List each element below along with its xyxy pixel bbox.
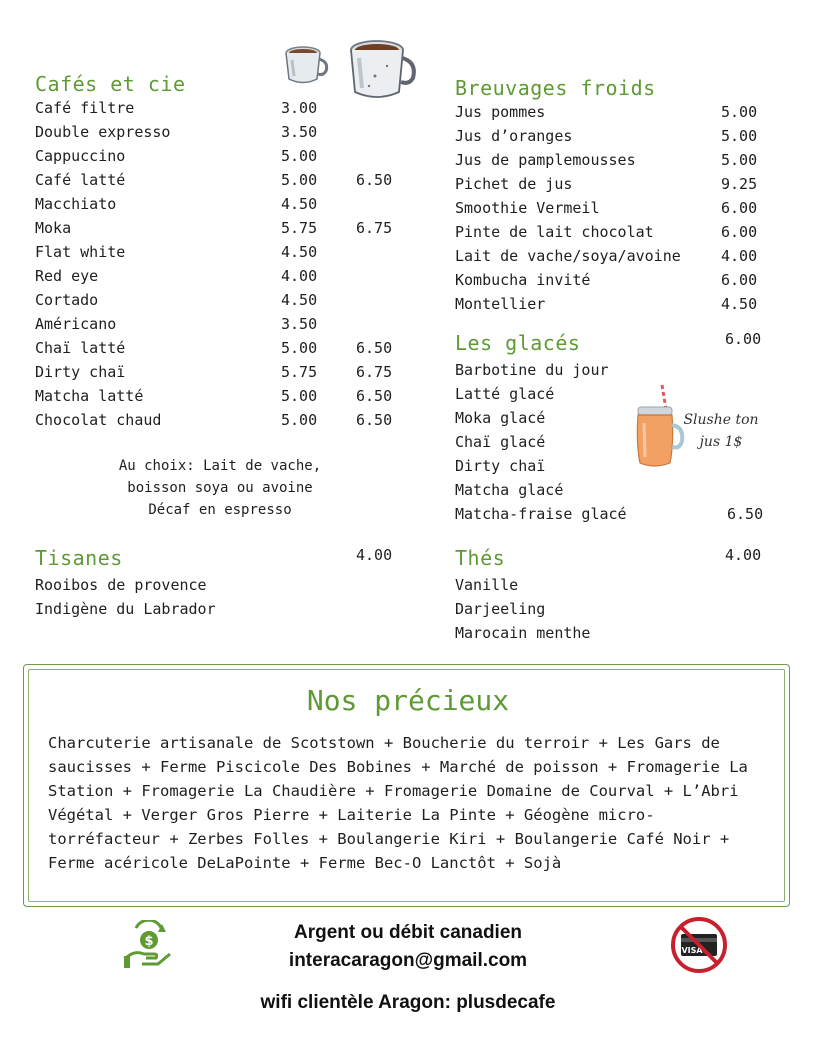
froid-item-name: Montellier	[455, 295, 546, 313]
cafe-item-price: 5.75	[281, 219, 318, 237]
cafe-item-price: 5.75	[281, 363, 318, 381]
froid-item-name: Kombucha invité	[455, 271, 591, 289]
froid-item-price: 5.00	[721, 103, 758, 121]
froid-item-name: Jus de pamplemousses	[455, 151, 636, 169]
cafe-item-price-large: 6.75	[356, 219, 393, 237]
cafes-note-line: Au choix: Lait de vache,	[118, 458, 322, 474]
cafe-item-name: Red eye	[35, 267, 99, 285]
cafe-item-name: Cortado	[35, 291, 99, 309]
the-item: Darjeeling	[455, 600, 546, 618]
cafe-item-price: 3.00	[281, 99, 318, 117]
cafe-item-name: Moka	[35, 219, 72, 237]
froid-item-price: 6.00	[721, 223, 758, 241]
cafe-item-name: Café filtre	[35, 99, 135, 117]
precieux-title: Nos précieux	[306, 684, 510, 717]
froid-item-price: 4.50	[721, 295, 758, 313]
cafe-item-name: Chaï latté	[35, 339, 126, 357]
cafe-item-price: 3.50	[281, 123, 318, 141]
wifi-text: wifi clientèle Aragon: plusdecafe	[260, 992, 556, 1013]
cafes-note	[110, 455, 330, 521]
froid-item-name: Pichet de jus	[455, 175, 573, 193]
cafes-title: Cafés et cie	[35, 72, 186, 96]
cafe-item-price: 4.50	[281, 291, 318, 309]
thes-title: Thés	[455, 546, 506, 570]
mug-large-icon	[345, 38, 419, 104]
svg-text:$: $	[144, 934, 154, 949]
mug-icon	[282, 44, 330, 88]
slushe-line: jus 1$	[699, 434, 743, 450]
cafe-item-name: Café latté	[35, 171, 126, 189]
glaces-last-price: 6.50	[727, 505, 764, 523]
glace-item: Matcha glacé	[455, 481, 564, 499]
cafe-item-name: Matcha latté	[35, 387, 144, 405]
glace-item: Dirty chaï	[455, 457, 546, 475]
froid-item-price: 4.00	[721, 247, 758, 265]
cafe-item-price: 4.50	[281, 195, 318, 213]
froid-item-name: Smoothie Vermeil	[455, 199, 600, 217]
cafe-item-name: Dirty chaï	[35, 363, 126, 381]
payment-text: Argent ou débit canadien	[293, 922, 523, 943]
cafe-item-price-large: 6.50	[356, 411, 393, 429]
cafe-item-price: 5.00	[281, 171, 318, 189]
slushe-note	[676, 409, 766, 453]
tisane-item: Rooibos de provence	[35, 576, 207, 594]
tisanes-price: 4.00	[356, 546, 393, 564]
cafe-item-name: Double expresso	[35, 123, 171, 141]
email-text: interacaragon@gmail.com	[288, 950, 528, 971]
the-item: Vanille	[455, 576, 519, 594]
cafe-item-name: Cappuccino	[35, 147, 126, 165]
cafes-note-line: boisson soya ou avoine	[127, 480, 313, 496]
cafe-item-name: Chocolat chaud	[35, 411, 162, 429]
glaces-price: 6.00	[725, 330, 762, 348]
froid-item-name: Jus d’oranges	[455, 127, 573, 145]
tisanes-title: Tisanes	[35, 546, 123, 570]
cafe-item-price: 5.00	[281, 411, 318, 429]
cafe-item-price-large: 6.50	[356, 171, 393, 189]
no-visa-icon	[670, 916, 728, 974]
cafes-note-line: Décaf en espresso	[148, 502, 292, 518]
cafe-item-price: 5.00	[281, 339, 318, 357]
froid-item-price: 6.00	[721, 199, 758, 217]
froid-item-name: Jus pommes	[455, 103, 546, 121]
glace-item: Moka glacé	[455, 409, 546, 427]
cafe-item-price: 4.00	[281, 267, 318, 285]
cafe-item-price-large: 6.75	[356, 363, 393, 381]
cafe-item-price-large: 6.50	[356, 387, 393, 405]
slushe-line: Slushe ton	[683, 412, 759, 428]
thes-price: 4.00	[725, 546, 762, 564]
cafe-item-price: 5.00	[281, 387, 318, 405]
glace-item: Barbotine du jour	[455, 361, 609, 379]
froid-item-price: 6.00	[721, 271, 758, 289]
froid-item-name: Pinte de lait chocolat	[455, 223, 654, 241]
glace-item: Matcha-fraise glacé	[455, 505, 627, 523]
cafe-item-price: 5.00	[281, 147, 318, 165]
cafe-item-price-large: 6.50	[356, 339, 393, 357]
tisane-item: Indigène du Labrador	[35, 600, 216, 618]
glace-item: Chaï glacé	[455, 433, 546, 451]
glaces-title: Les glacés	[455, 331, 581, 355]
froid-item-price: 9.25	[721, 175, 758, 193]
glace-item: Latté glacé	[455, 385, 555, 403]
precieux-text: Charcuterie artisanale de Scotstown + Boucherie du terroir + Les Gars de saucisses + Ferme Piscicole Des Bobines + Marché de poisson + Fromagerie La Station + Fromagerie La Chaudière + Fromagerie Domaine de Courval + L’Abri Végétal + Verger Gros Pierre + Laiterie La Pinte + Géogène micro-torréfacteur + Zerbes Folles + Boulangerie Kiri + Boulangerie Café Noir + Ferme acéricole DeLaPointe + Ferme Bec-O Lanctôt + Sojà	[48, 734, 748, 872]
cafe-item-name: Macchiato	[35, 195, 117, 213]
cafe-item-name: Flat white	[35, 243, 126, 261]
froid-item-price: 5.00	[721, 151, 758, 169]
froids-title: Breuvages froids	[455, 76, 656, 100]
cafe-item-price: 4.50	[281, 243, 318, 261]
cafe-item-price: 3.50	[281, 315, 318, 333]
visa-label: VISA	[681, 946, 703, 955]
cafe-item-name: Américano	[35, 315, 117, 333]
froid-item-name: Lait de vache/soya/avoine	[455, 247, 681, 265]
the-item: Marocain menthe	[455, 624, 591, 642]
froid-item-price: 5.00	[721, 127, 758, 145]
